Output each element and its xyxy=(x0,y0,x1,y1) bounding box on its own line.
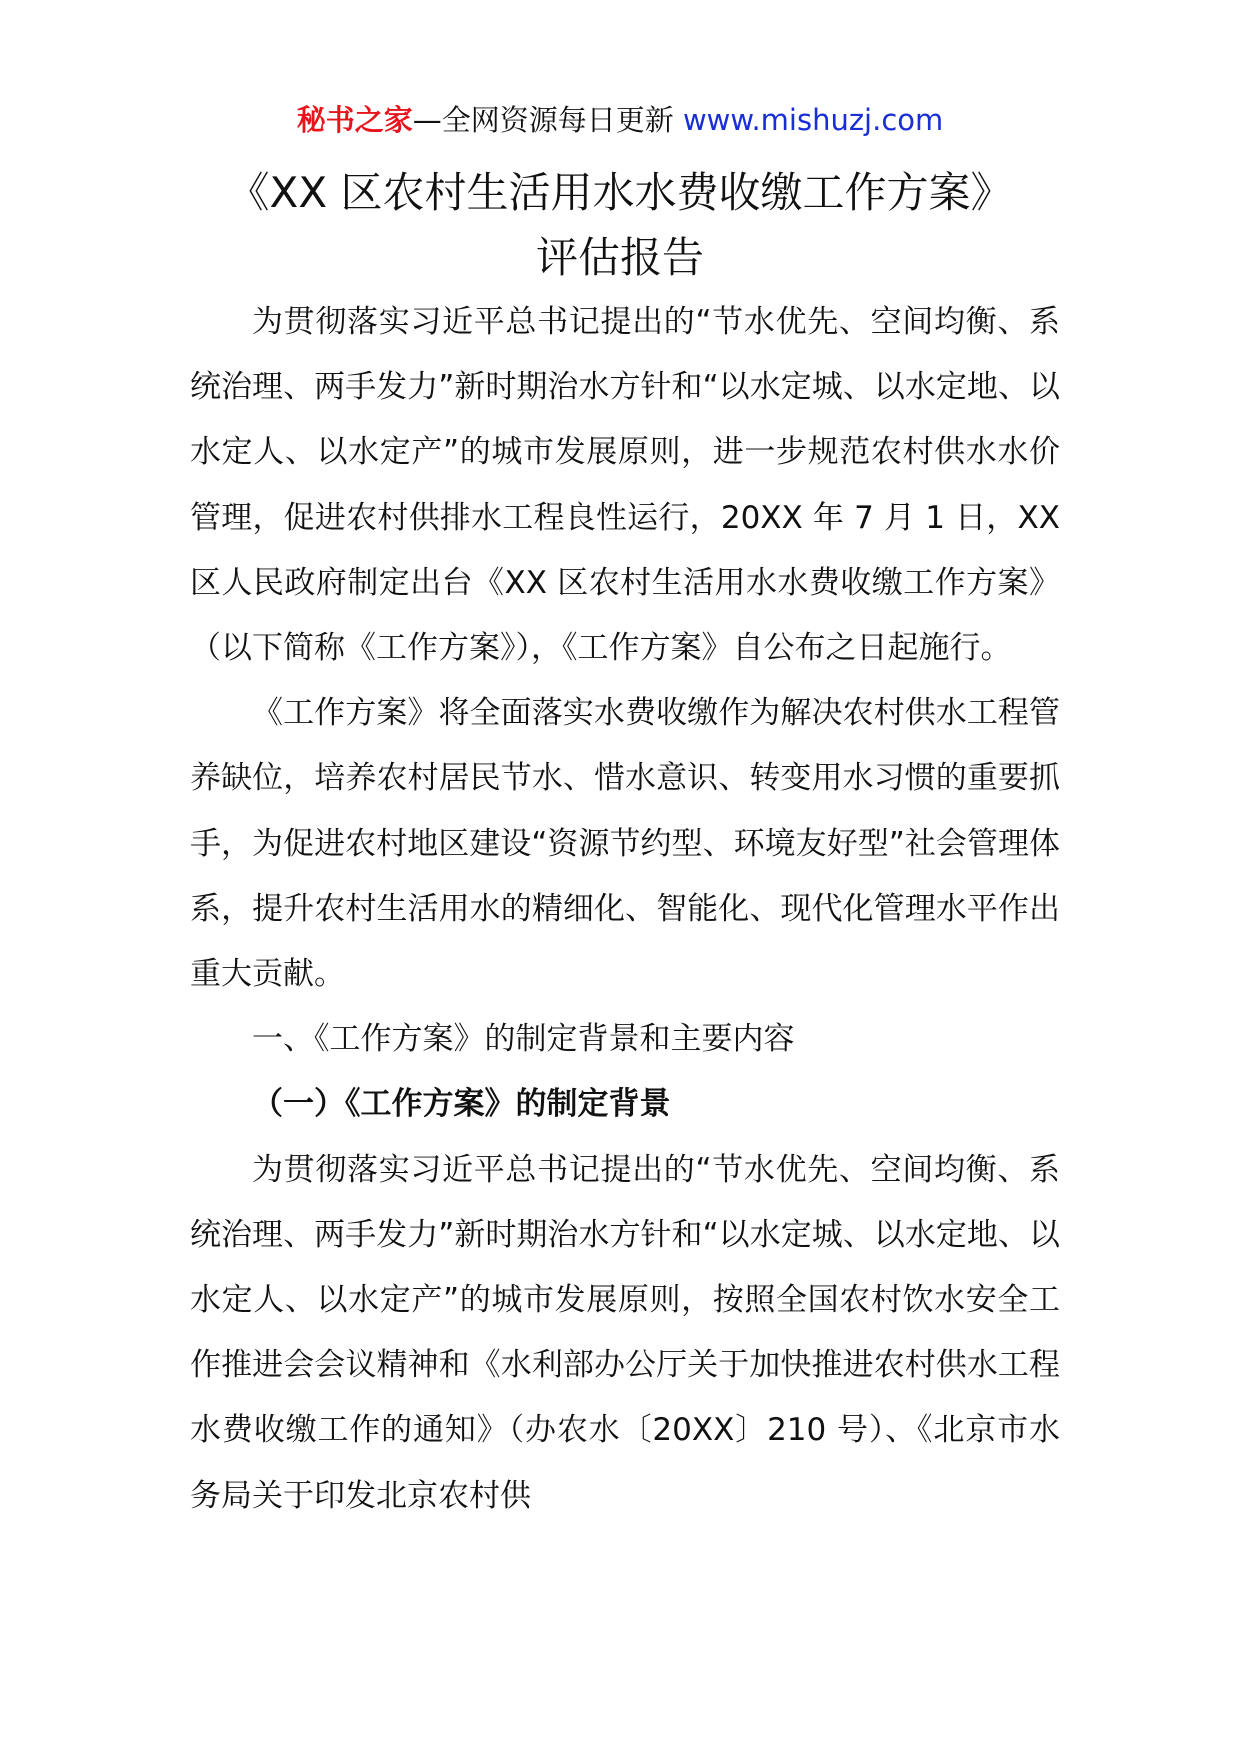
banner-tagline: —全网资源每日更新 xyxy=(412,103,683,137)
body-paragraph: 为贯彻落实习近平总书记提出的“节水优先、空间均衡、系统治理、两手发力”新时期治水方针和“以水定城、以水定地、以水定人、以水定产”的城市发展原则，进一步规范农村供水水价管理，促进农村供排水工程良性运行，20XX 年 7 月 1 日，XX 区人民政府制定出台《XX 区农村生活用水水费收缴工作方案》（以下简称《工作方案》），《工作方案》自公布之日起施行。 xyxy=(190,304,1060,667)
body-paragraph: 为贯彻落实习近平总书记提出的“节水优先、空间均衡、系统治理、两手发力”新时期治水方针和“以水定城、以水定地、以水定人、以水定产”的城市发展原则，按照全国农村饮水安全工作推进会会议精神和《水利部办公厅关于加快推进农村供水工程水费收缴工作的通知》（办农水〔20XX〕210 号）、《北京市水务局关于印发北京农村供 xyxy=(190,1151,1060,1514)
document-subtitle: 评估报告 xyxy=(535,233,704,282)
section-heading: 一、《工作方案》的制定背景和主要内容 xyxy=(252,1021,795,1058)
document-body xyxy=(190,290,1060,1529)
site-url-link[interactable]: www.mishuzj.com xyxy=(682,103,944,137)
brand-name: 秘书之家 xyxy=(296,103,413,137)
document-title: 《XX 区农村生活用水水费收缴工作方案》 xyxy=(227,168,1013,217)
body-paragraph: 《工作方案》将全面落实水费收缴作为解决农村供水工程管养缺位，培养农村居民节水、惜水意识、转变用水习惯的重要抓手，为促进农村地区建设“资源节约型、环境友好型”社会管理体系，提升农村生活用水的精细化、智能化、现代化管理水平作出重大贡献。 xyxy=(190,695,1060,993)
site-banner xyxy=(0,100,1240,140)
subsection-heading: （一）《工作方案》的制定背景 xyxy=(252,1086,671,1123)
